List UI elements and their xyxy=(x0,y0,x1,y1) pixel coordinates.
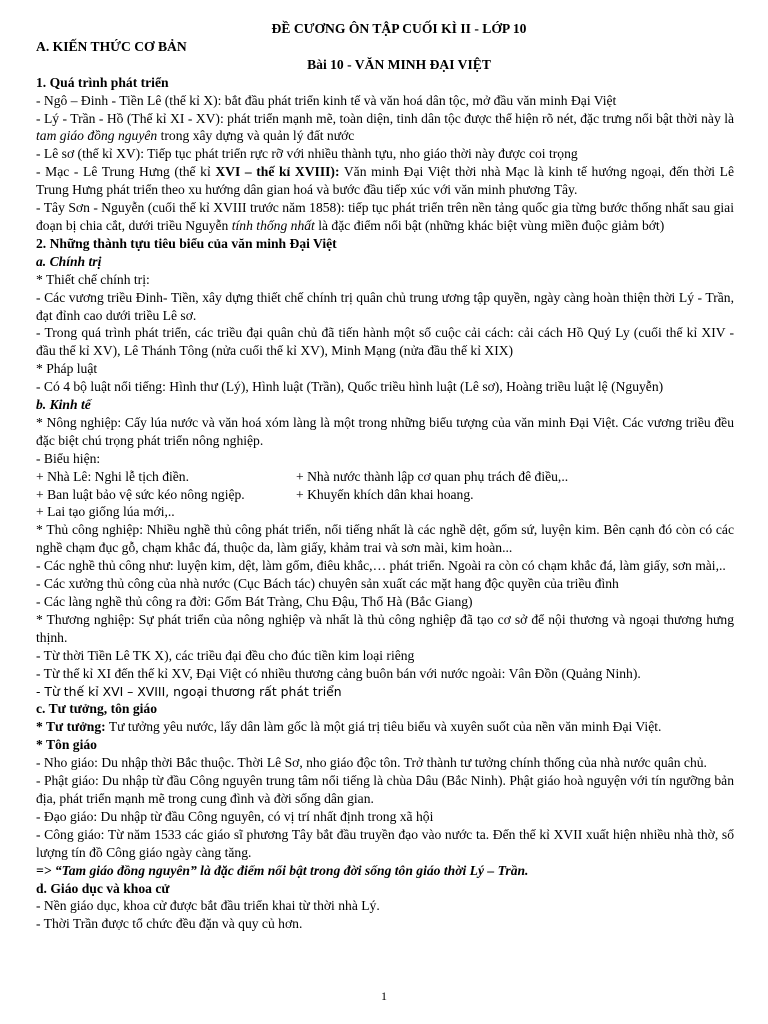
paragraph: - Công giáo: Từ năm 1533 các giáo sĩ phương Tây bắt đầu truyền đạo vào nước ta. Đến thế kỉ XVII xuất hiện nhiều nhà thờ, số lượng tín đồ Công giáo ngày càng tăng. xyxy=(36,826,734,860)
subheading-ideology-religion: c. Tư tưởng, tôn giáo xyxy=(36,701,158,717)
list-item: + Nhà nước thành lập cơ quan phụ trách đê điều,.. xyxy=(296,468,569,484)
heading-achievements: 2. Những thành tựu tiêu biểu của văn minh Đại Việt xyxy=(36,235,337,251)
paragraph: * Tôn giáo xyxy=(36,737,97,753)
paragraph: - Các làng nghề thủ công ra đời: Gốm Bát Tràng, Chu Đậu, Thổ Hà (Bắc Giang) xyxy=(36,594,473,609)
paragraph: - Lý - Trần - Hồ (Thế kỉ XI - XV): phát triển mạnh mẽ, toàn diện, tinh dân tộc được thể hiện rõ nét, đặc trưng nổi bật thời này là tam giáo đồng nguyên trong xây dựng và quản lý đất nước xyxy=(36,110,734,144)
document-title: ĐỀ CƯƠNG ÔN TẬP CUỐI KÌ II - LỚP 10 xyxy=(271,21,527,36)
lesson-title: Bài 10 - VĂN MINH ĐẠI VIỆT xyxy=(307,56,491,72)
paragraph: - Thời Trần được tổ chức đều đặn và quy củ hơn. xyxy=(36,916,303,932)
paragraph: - Biểu hiện: xyxy=(36,450,101,466)
paragraph: - Lê sơ (thế kỉ XV): Tiếp tục phát triển rực rỡ với nhiều thành tựu, nho giáo thời này được coi trọng xyxy=(36,146,578,162)
paragraph: * Nông nghiệp: Cấy lúa nước và văn hoá xóm làng là một trong những biểu tượng của văn minh Đại Việt. Các vương triều đều đặc biệt chú trọng phát triển nông nghiệp. xyxy=(36,414,734,448)
paragraph: - Các vương triều Đinh- Tiền, xây dựng thiết chế chính trị quân chủ trung ương tập quyền, ngày càng hoàn thiện thời Lý - Trần, đạt đỉnh cao dưới triều Lê sơ. xyxy=(36,289,734,323)
paragraph: - Đạo giáo: Du nhập từ đầu Công nguyên, có vị trí nhất định trong xã hội xyxy=(36,808,434,824)
paragraph: - Nho giáo: Du nhập thời Bắc thuộc. Thời Lê Sơ, nho giáo độc tôn. Trở thành tư tưởng chính thống của nhà nước quân chủ. xyxy=(36,755,707,771)
paragraph: * Tư tưởng: Tư tưởng yêu nước, lấy dân làm gốc là một giá trị tiêu biểu và xuyên suốt của nền văn minh Đại Việt. xyxy=(36,719,662,735)
subheading-economy: b. Kinh tế xyxy=(36,397,91,413)
paragraph: - Từ thế kỉ XVI – XVIII, ngoại thương rất phát triển xyxy=(36,683,342,699)
subheading-politics: a. Chính trị xyxy=(36,253,102,269)
two-column-row xyxy=(36,486,734,504)
page-number: 1 xyxy=(381,989,387,1003)
paragraph: - Phật giáo: Du nhập từ đầu Công nguyên trung tâm nổi tiếng là chùa Dâu (Bắc Ninh). Phật giáo hoà nguyện với tín ngưỡng bản địa, phát triển mạnh mẽ trong cung đình và đời sống dân gian. xyxy=(36,773,734,806)
document-page xyxy=(36,20,734,933)
paragraph: - Có 4 bộ luật nổi tiếng: Hình thư (Lý), Hình luật (Trần), Quốc triều hình luật (Lê sơ), Hoàng triều luật lệ (Nguyễn) xyxy=(36,379,664,395)
paragraph: - Tây Sơn - Nguyễn (cuối thế kỉ XVIII trước năm 1858): tiếp tục phát triển trên nền tảng quốc gia từng bước thống nhất sau giai đoạn bị chia cắt, dưới triều Nguyễn tính thống nhất là đặc điểm nổi bật (những khác biệt vùng miền đuộc giảm bớt) xyxy=(36,200,734,233)
two-column-row xyxy=(36,468,734,486)
paragraph: - Ngô – Đinh - Tiền Lê (thế kỉ X): bắt đầu phát triển kinh tế và văn hoá dân tộc, mở đầu văn minh Đại Việt xyxy=(36,92,617,108)
section-a-heading: A. KIẾN THỨC CƠ BẢN xyxy=(36,38,187,54)
subheading-education: d. Giáo dục và khoa cử xyxy=(36,880,170,896)
list-item: + Lai tạo giống lúa mới,.. xyxy=(36,504,175,520)
paragraph: - Nền giáo dục, khoa cử được bắt đầu triển khai từ thời nhà Lý. xyxy=(36,898,380,914)
heading-development-process: 1. Quá trình phát triển xyxy=(36,74,169,90)
list-item: + Nhà Lê: Nghi lễ tịch điền. xyxy=(36,468,190,484)
paragraph: - Trong quá trình phát triển, các triều đại quân chủ đã tiến hành một số cuộc cải cách: cải cách Hồ Quý Ly (cuối thế kỉ XIV - đầu thế kỉ XV), Lê Thánh Tông (nửa cuối thế kỉ XV), Minh Mạng (nửa đầu thế kỉ XIX) xyxy=(36,325,734,359)
paragraph: - Các xưởng thủ công của nhà nước (Cục Bách tác) chuyên sản xuất các mặt hang độc quyền của triều đình xyxy=(36,576,619,592)
paragraph: * Thiết chế chính trị: xyxy=(36,271,150,287)
conclusion-line: => “Tam giáo đồng nguyên” là đặc điểm nổi bật trong đời sống tôn giáo thời Lý – Trần. xyxy=(36,862,529,878)
paragraph: - Từ thế kỉ XI đến thế kỉ XV, Đại Việt có nhiều thương cảng buôn bán với nước ngoài: Vân Đồn (Quảng Ninh). xyxy=(36,665,641,681)
paragraph: - Từ thời Tiền Lê TK X), các triều đại đều cho đúc tiền kim loại riêng xyxy=(36,647,415,663)
paragraph: * Thủ công nghiệp: Nhiều nghề thủ công phát triển, nổi tiếng nhất là các nghề dệt, gốm sứ, luyện kim. Bên cạnh đó còn có các nghề chạm đục gỗ, chạm khắc đá, thuộc da, làm giấy, khảm trai và sơn mài, kim hoàn... xyxy=(36,522,734,556)
paragraph: * Thương nghiệp: Sự phát triển của nông nghiệp và nhất là thủ công nghiệp đã tạo cơ sở để nội thương và ngoại thương hưng thịnh. xyxy=(36,611,734,645)
paragraph: - Mạc - Lê Trung Hưng (thế kỉ XVI – thế kỉ XVIII): Văn minh Đại Việt thời nhà Mạc là kinh tế hướng ngoại, đến thời Lê Trung Hưng phát triển theo xu hướng dân gian hoá và bước đầu tiếp xúc với văn minh phương Tây. xyxy=(36,164,734,198)
paragraph: - Các nghề thủ công như: luyện kim, dệt, làm gốm, điêu khắc,… phát triển. Ngoài ra còn có chạm khắc đá, làm giấy, sơn mài,.. xyxy=(36,558,726,574)
list-item: + Ban luật bảo vệ sức kéo nông ngiệp. xyxy=(36,486,245,502)
list-item: + Khuyến khích dân khai hoang. xyxy=(296,486,474,502)
paragraph: * Pháp luật xyxy=(36,361,98,377)
